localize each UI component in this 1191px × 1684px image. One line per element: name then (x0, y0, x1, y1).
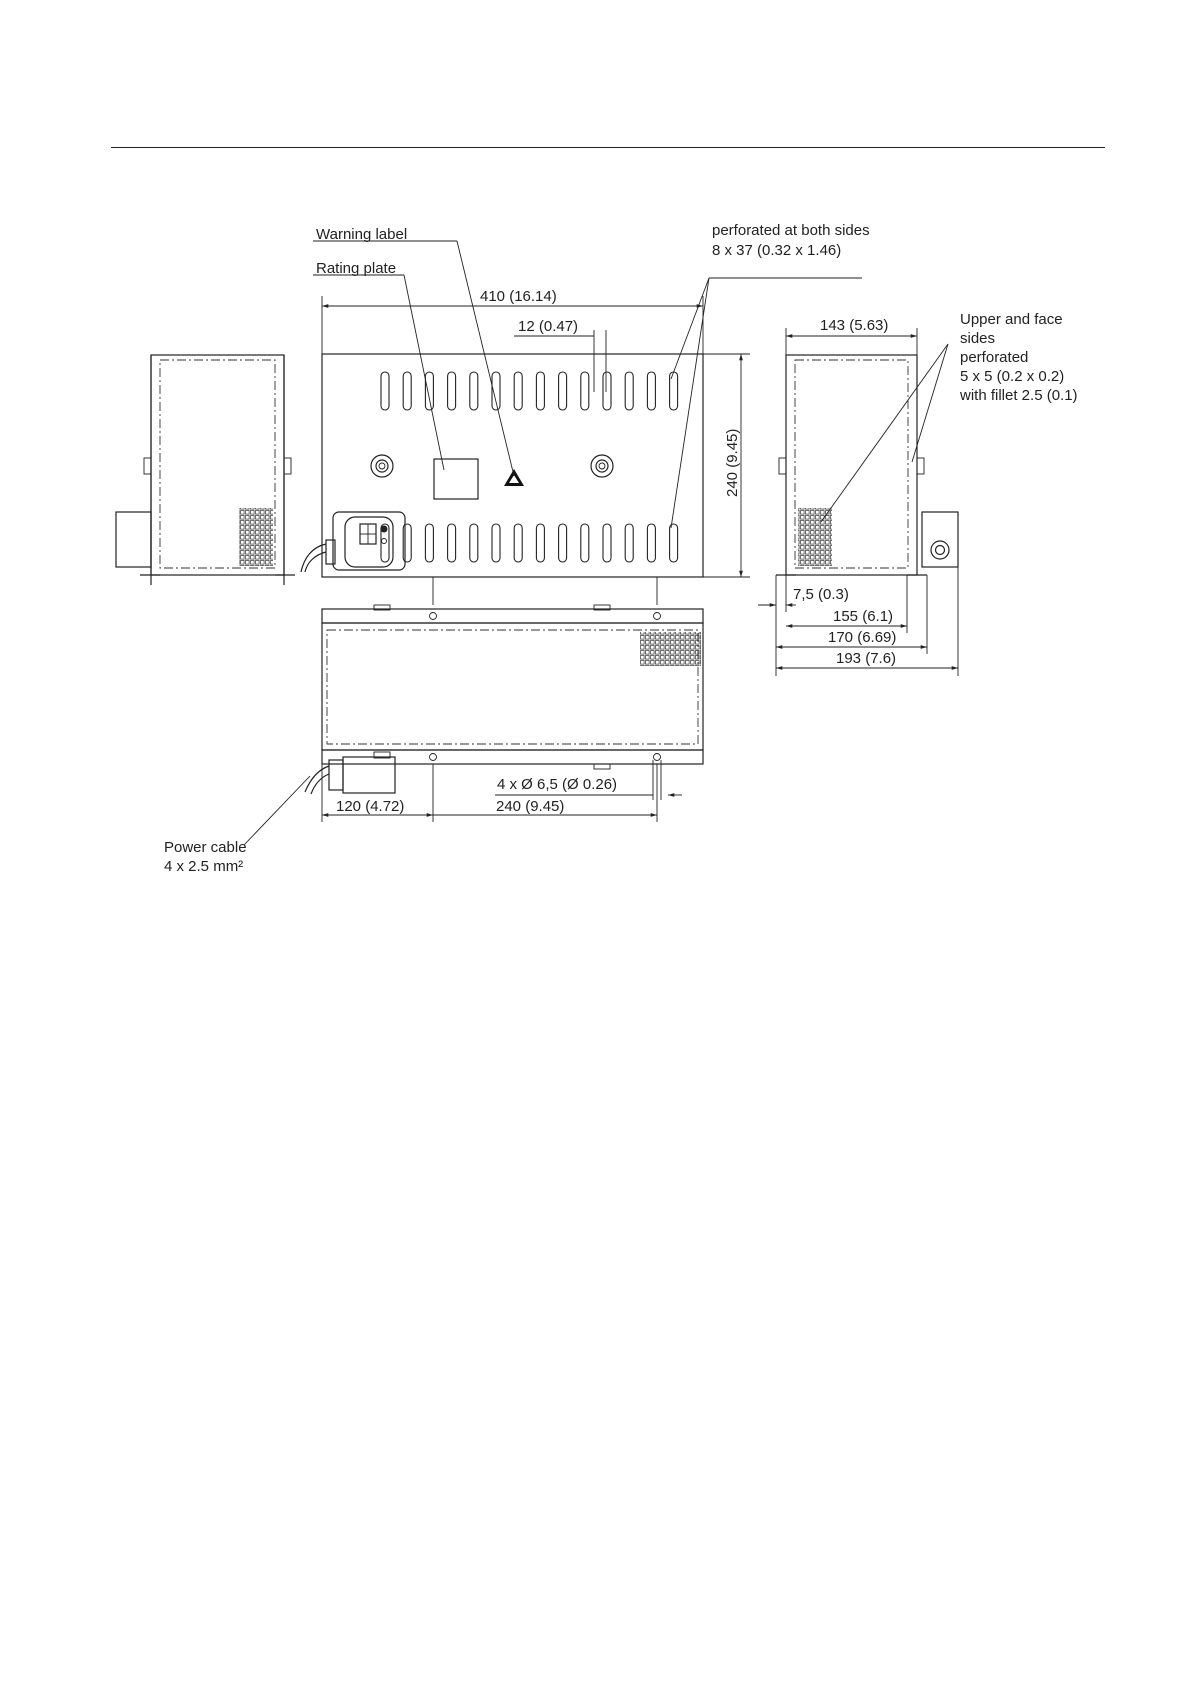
upper-face-text-line1: Upper and face (960, 311, 1063, 328)
dim-slot-pitch-12: 12 (0.47) (518, 318, 579, 335)
vent-slot (670, 372, 678, 410)
vent-slot (425, 372, 433, 410)
rating-plate-text: Rating plate (316, 260, 397, 277)
dim-width-410: 410 (16.14) (480, 288, 557, 305)
vent-slot (470, 372, 478, 410)
vent-slot (536, 524, 544, 562)
dim-holes: 4 x Ø 6,5 (Ø 0.26) (497, 776, 618, 793)
vent-slot (514, 524, 522, 562)
vent-slot (514, 372, 522, 410)
rating-plate (434, 459, 478, 499)
front-view (301, 354, 703, 577)
upper-face-text-line4: 5 x 5 (0.2 x 0.2) (960, 368, 1065, 385)
left-side-view (116, 355, 295, 585)
dim-depth-193: 193 (7.6) (836, 650, 897, 667)
vent-slot (425, 524, 433, 562)
dim-hole-spacing-240: 240 (9.45) (496, 798, 565, 815)
mounting-nut-left (371, 455, 393, 477)
upper-face-text-line2: sides (960, 330, 996, 347)
top-view (305, 605, 703, 794)
dim-depth-143: 143 (5.63) (820, 317, 889, 334)
vent-slot (559, 524, 567, 562)
upper-face-text-line3: perforated (960, 349, 1029, 366)
right-side-view (776, 355, 958, 575)
vent-slot (603, 524, 611, 562)
perforated-text-line2: 8 x 37 (0.32 x 1.46) (712, 242, 842, 259)
perforated-text-line1: perforated at both sides (712, 222, 870, 239)
vent-slot (647, 524, 655, 562)
power-cable-text-line2: 4 x 2.5 mm² (164, 858, 244, 875)
vent-slot (492, 524, 500, 562)
vent-slot (670, 524, 678, 562)
mounting-nut-right (591, 455, 613, 477)
vent-slot (403, 372, 411, 410)
dim-depth-155: 155 (6.1) (833, 608, 894, 625)
vent-slot (448, 372, 456, 410)
vent-slot (581, 524, 589, 562)
dimension-lines (322, 296, 958, 822)
dim-depth-170: 170 (6.69) (828, 629, 897, 646)
vent-slot (536, 372, 544, 410)
vent-slot (559, 372, 567, 410)
vent-slot (647, 372, 655, 410)
vent-slot (381, 372, 389, 410)
dim-height-240: 240 (9.45) (724, 428, 741, 497)
upper-face-text-line5: with fillet 2.5 (0.1) (960, 387, 1078, 404)
dim-hole-offset-120: 120 (4.72) (336, 798, 405, 815)
warning-label-text: Warning label (316, 226, 408, 243)
vent-slot (625, 372, 633, 410)
lower-slot-row (381, 524, 678, 562)
annotations (164, 222, 1078, 875)
power-cable-text-line1: Power cable (164, 839, 247, 856)
vent-slot (603, 372, 611, 410)
dim-offset-7-5: 7,5 (0.3) (793, 586, 849, 603)
vent-slot (581, 372, 589, 410)
warning-triangle (504, 469, 524, 486)
vent-slot (470, 524, 478, 562)
vent-slot (448, 524, 456, 562)
vent-slot (625, 524, 633, 562)
